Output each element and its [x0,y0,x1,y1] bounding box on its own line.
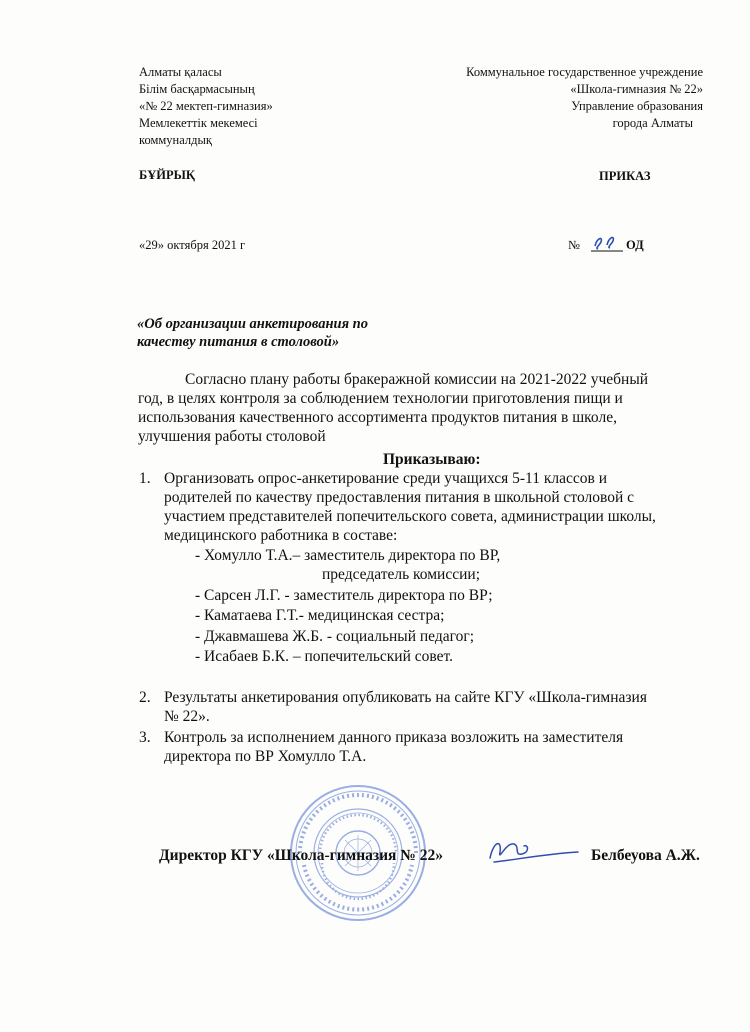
doc-type-kz: БҰЙРЫҚ [139,168,195,182]
item-3-line-2: директора по ВР Хомулло Т.А. [164,748,367,765]
item-2-number: 2. [139,689,151,706]
header-right-line-1: Коммунальное государственное учреждение [466,65,703,79]
header-left-line-2: Білім басқармасының [139,82,255,96]
item-1-line-1: Организовать опрос-анкетирование среди учащихся 5-11 классов и [164,470,607,487]
item-3-line-1: Контроль за исполнением данного приказа возложить на заместителя [164,729,624,746]
intro-line-2: год, в целях контроля за соблюдением технологии приготовления пищи и [138,390,623,407]
item-3-number: 3. [139,729,151,746]
order-number-prefix: № [568,238,580,252]
header-right-line-2: «Школа-гимназия № 22» [570,82,703,96]
title-line-1: «Об организации анкетирования по [137,316,368,332]
title-line-2: качеству питания в столовой» [137,334,340,350]
doc-type-ru: ПРИКАЗ [599,169,651,183]
item-1-line-2: родителей по качеству предоставления питания в школьной столовой с [164,489,635,506]
member-5: - Исабаев Б.К. – попечительский совет. [195,648,453,665]
intro-line-4: улучшения работы столовой [138,428,326,445]
item-2-line-2: № 22». [164,708,210,725]
item-1-number: 1. [139,470,151,487]
item-2-line-1: Результаты анкетирования опубликовать на сайте КГУ «Школа-гимназия [164,689,647,706]
header-left-line-5: коммуналдық [139,133,212,147]
header-left-line-1: Алматы қаласы [139,65,222,79]
member-1-role: председатель комиссии; [322,566,481,583]
order-word: Приказываю: [383,451,481,468]
header-right-line-4: города Алматы [612,116,693,130]
item-1-line-3: участием представителей попечительского совета, администрации школы, [164,508,656,525]
intro-line-1: Согласно плану работы бракеражной комиссии на 2021-2022 учебный [185,371,649,388]
signature-name: Белбеуова А.Ж. [591,847,700,864]
header-right-line-3: Управление образования [571,99,703,113]
member-3: - Каматаева Г.Т.- медицинская сестра; [195,607,445,624]
item-1-line-4: медицинского работника в составе: [164,527,398,544]
intro-line-3: использования качественного ассортимента продуктов питания в школе, [138,409,617,426]
order-number-value: 55 [605,248,606,249]
header-left-line-4: Мемлекеттік мекемесі [139,116,258,130]
order-number-handwritten [589,232,625,254]
order-number-suffix: ОД [626,238,644,252]
member-4: - Джавмашева Ж.Б. - социальный педагог; [195,628,475,645]
signature-position: Директор КГУ «Школа-гимназия № 22» [159,847,444,864]
member-1: - Хомулло Т.А.– заместитель директора по ВР, [195,547,501,564]
order-date: «29» октября 2021 г [139,238,246,252]
member-2: - Сарсен Л.Г. - заместитель директора по ВР; [195,587,493,604]
signature-icon [484,832,580,872]
header-left-line-3: «№ 22 мектеп-гимназия» [139,99,273,113]
